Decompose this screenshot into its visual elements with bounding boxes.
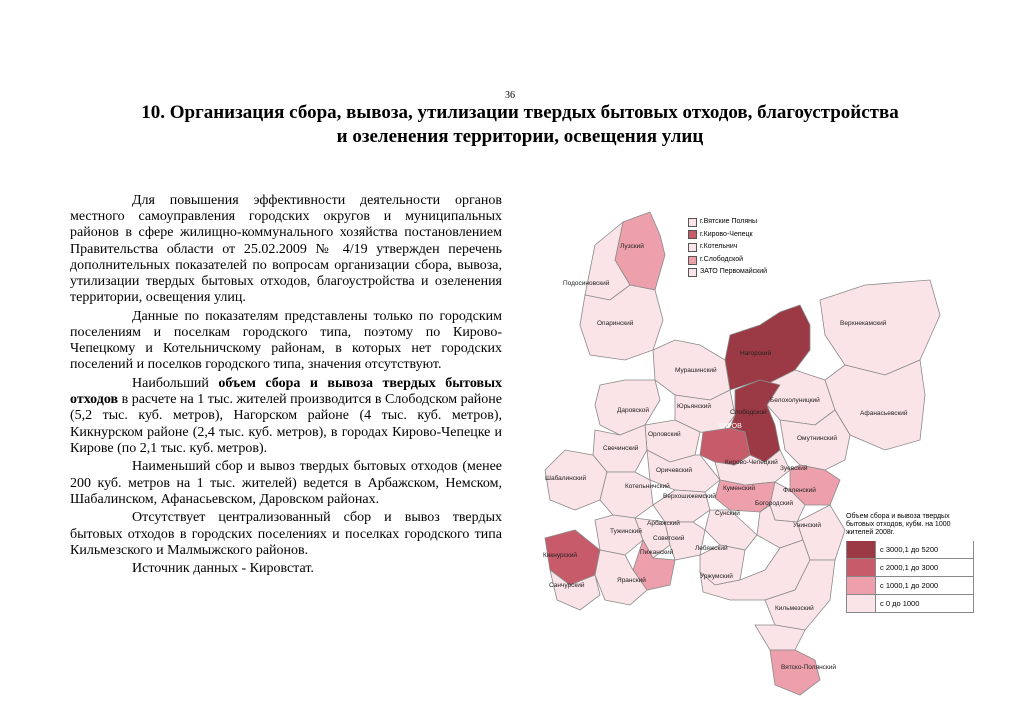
region-kotelnichsky — [600, 472, 653, 518]
label-slobodskoy: Слободской — [730, 409, 767, 416]
legend-label: с 0 до 1000 — [880, 598, 920, 608]
label-yuryansky: Юрьянский — [677, 403, 712, 410]
legend-swatch — [847, 595, 876, 612]
cities-legend — [688, 216, 767, 279]
region-malmyzhsky — [755, 625, 805, 650]
legend-swatch — [688, 243, 697, 252]
label-bogorodsky: Богородский — [755, 500, 793, 507]
page-number: 36 — [505, 90, 515, 101]
legend-swatch — [688, 256, 697, 265]
page-title — [30, 101, 1010, 149]
label-luzsky: Лузский — [620, 243, 644, 250]
label-kumensky: Куменский — [723, 485, 755, 492]
paragraph-3-start: Наибольший — [132, 376, 219, 392]
label-unisky: Унинский — [793, 522, 822, 529]
label-tuzhinsky: Тужинский — [610, 528, 642, 535]
label-lebyazhsky: Лебяжский — [695, 545, 728, 552]
legend-row — [846, 559, 974, 577]
legend-row — [846, 541, 974, 559]
paragraph-source: Источник данных - Кировстат. — [132, 561, 314, 577]
label-darovskoy: Даровской — [617, 407, 650, 414]
label-verkhoshizhemsky: Верхошижемский — [663, 493, 716, 500]
label-sanchursky: Санчурский — [549, 582, 585, 589]
legend-label: с 2000,1 до 3000 — [880, 562, 939, 572]
legend-swatch — [688, 268, 697, 277]
legend-row — [846, 577, 974, 595]
cities-legend-item — [688, 266, 767, 279]
label-belokholunitsky: Белохолуницкий — [770, 397, 820, 404]
label-yaransky: Яранский — [617, 577, 646, 584]
cities-legend-item — [688, 216, 767, 229]
value-legend — [846, 513, 974, 613]
label-zuevsky: Зуевский — [780, 465, 808, 472]
region-vyatskopolyansky — [770, 650, 820, 695]
kirov-region-map — [535, 200, 1015, 705]
cities-legend-item — [688, 229, 767, 242]
label-urzhumsky: Уржумский — [700, 573, 733, 580]
label-svechinsky: Свечинский — [603, 445, 639, 452]
legend-label: ЗАТО Первомайский — [700, 268, 768, 276]
paragraph-4: Наименьший сбор и вывоз твердых бытовых отходов (менее 200 куб. метров на 1 тыс. жителей) ведется в Арбажском, Немском, Шабалинском, Афанасьевском, Даровском районах. — [70, 459, 502, 507]
label-orlovsky: Орловский — [648, 431, 681, 438]
legend-label: с 3000,1 до 5200 — [880, 544, 939, 554]
cities-legend-item — [688, 241, 767, 254]
legend-label: г.Кирово-Чепецк — [700, 230, 753, 238]
paragraph-5: Отсутствует централизованный сбор и вывоз твердых бытовых отходов в городских поселениях и поселках городского типа Кильмезского и Малмыжского районов. — [70, 510, 502, 558]
label-vyatskopolyansky: Вятско-Полянский — [781, 664, 837, 671]
label-kirovo-chepetsky: Кирово-Чепецкий — [725, 459, 778, 466]
paragraph-3 — [70, 376, 502, 457]
title-line-1: 10. Организация сбора, вывоза, утилизации твердых бытовых отходов, благоустройства — [141, 102, 899, 123]
legend-swatch — [847, 541, 876, 558]
paragraph-2: Данные по показателям представлены только по городским поселениям и поселкам городского типа, поэтому по Кирово-Чепецкому и Котельничскому районам, в которых нет городских поселений и поселков городского типа, значения отсутствуют. — [70, 308, 502, 373]
label-oparinsky: Опаринский — [597, 320, 634, 327]
legend-title: Объем сбора и вывоза твердых бытовых отходов, кубм. на 1000 жителей 2008г. — [846, 513, 951, 537]
legend-swatch — [688, 230, 697, 239]
label-orichevsky: Оричевский — [656, 467, 693, 474]
paragraph-3-end: в расчете на 1 тыс. жителей производится в Слободском районе (5,2 тыс. куб. метров), Нагорском районе (4 тыс. куб. метров), Кикнурском районе (2,4 тыс. куб. метров), в городах Кирово-Чепецке и Кирове (по 2,1 тыс. куб. метров). — [70, 392, 502, 456]
label-pizhansky: Пижанский — [640, 549, 674, 556]
label-afanasyevsky: Афанасьевский — [860, 410, 908, 417]
label-kiknursky: Кикнурский — [543, 552, 577, 559]
label-podosinovsky: Подосиновский — [563, 280, 610, 287]
label-nagorsky: Нагорский — [740, 350, 772, 357]
legend-swatch — [847, 577, 876, 594]
label-falensky: Фаленский — [783, 487, 816, 494]
label-kirov: КИРОВ — [718, 423, 742, 430]
legend-label: г.Котельнич — [700, 243, 738, 251]
title-line-2: и озеленения территории, освещения улиц — [336, 126, 704, 147]
label-verkhnekamsky: Верхнекамский — [840, 320, 887, 327]
body-text — [70, 193, 502, 580]
legend-label: г.Вятские Поляны — [700, 218, 758, 225]
label-kotelnichsky: Котельничский — [625, 483, 670, 490]
label-shabalinsky: Шабалинский — [545, 475, 587, 482]
label-omutninsky: Омутнинский — [797, 435, 837, 442]
legend-row — [846, 595, 974, 613]
legend-swatch — [688, 218, 697, 227]
legend-label: г.Слободской — [700, 255, 744, 263]
legend-swatch — [847, 559, 876, 576]
region-verkhnekamsky — [820, 280, 940, 375]
paragraph-3-bold: объем сбора и вывоза твердых бытовых отходов — [70, 376, 503, 408]
label-murashinsky: Мурашинский — [675, 367, 717, 374]
label-sovetsky: Советский — [653, 535, 685, 542]
label-arbazhsky: Арбажский — [647, 520, 680, 527]
cities-legend-item — [688, 254, 767, 267]
label-kilmezsky: Кильмезский — [775, 605, 814, 612]
legend-label: с 1000,1 до 2000 — [880, 580, 939, 590]
paragraph-1: Для повышения эффективности деятельности органов местного самоуправления городских округов и муниципальных районов в сфере жилищно-коммунального хозяйства постановлением Правительства области от 25.02.2009 № 4/19 утвержден перечень дополнительных показателей по вопросам организации сбора, вывоза, утилизации твердых бытовых отходов, благоустройства и озеленения территории, освещения улиц. — [70, 193, 502, 306]
label-sunsky: Сунский — [715, 510, 740, 517]
